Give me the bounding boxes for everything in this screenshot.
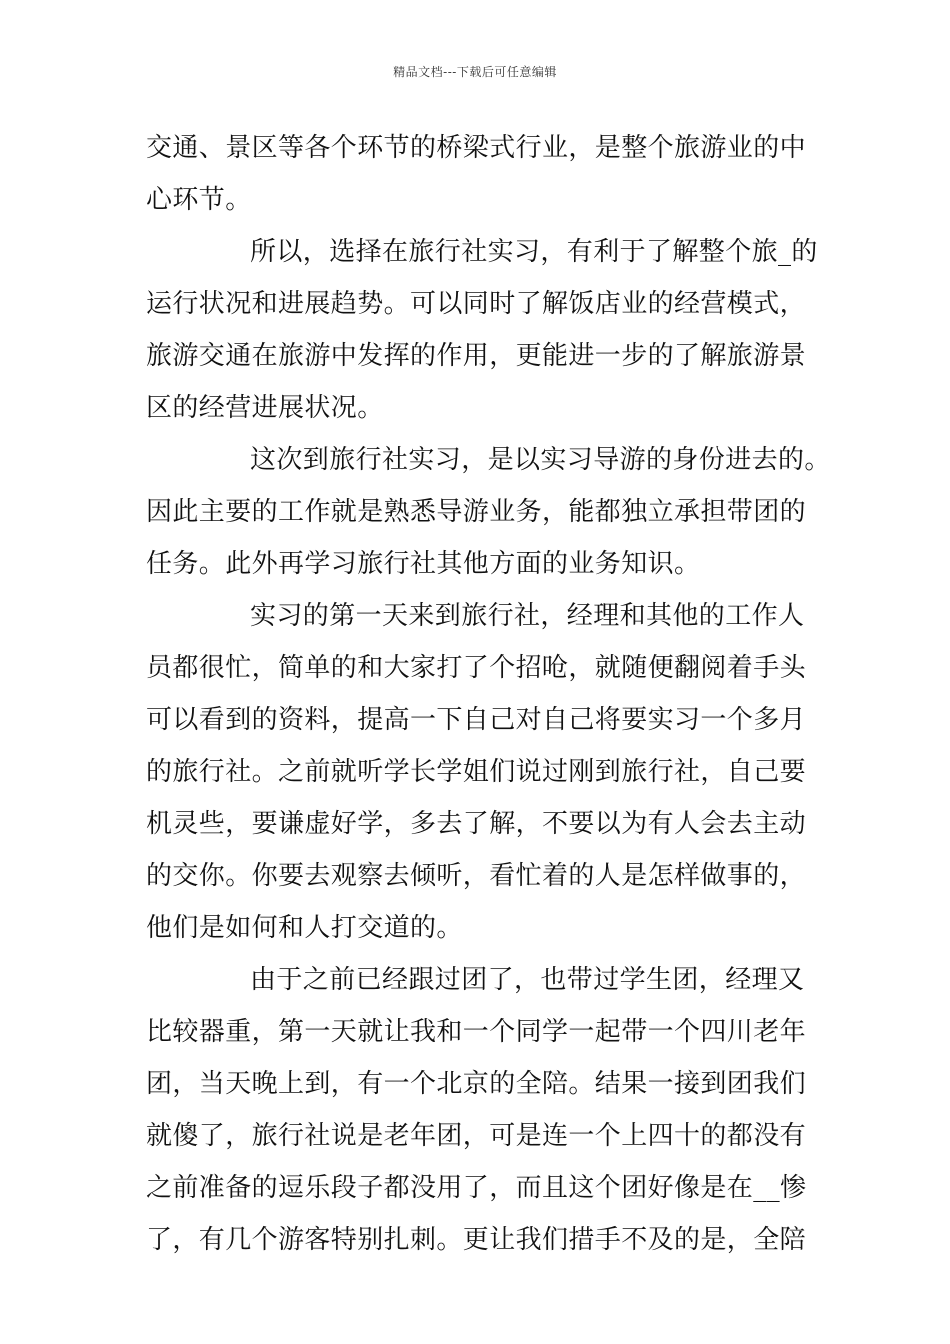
text-line: 的交你。你要去观察去倾听，看忙着的人是怎样做事的， — [146, 861, 807, 891]
text-line: 由于之前已经跟过团了，也带过学生团，经理又 — [250, 965, 805, 995]
text-line: 之前准备的逗乐段子都没用了，而且这个团好像是在__惨 — [146, 1173, 807, 1203]
page-header: 精品文档---下载后可任意编辑 — [393, 65, 557, 79]
text-line: 运行状况和进展趋势。可以同时了解饭店业的经营模式， — [146, 289, 807, 319]
text-line: 所以，选择在旅行社实习，有利于了解整个旅_的 — [250, 237, 818, 267]
text-line: 任务。此外再学习旅行社其他方面的业务知识。 — [146, 549, 701, 579]
paragraph-4 — [146, 590, 816, 954]
text-line: 交通、景区等各个环节的桥梁式行业，是整个旅游业的中 — [146, 133, 807, 163]
text-line: 心环节。 — [146, 185, 252, 215]
text-line: 比较器重，第一天就让我和一个同学一起带一个四川老年 — [146, 1017, 807, 1047]
text-line: 员都很忙，简单的和大家打了个招呛，就随便翻阅着手头 — [146, 653, 807, 683]
text-line: 实习的第一天来到旅行社，经理和其他的工作人 — [250, 601, 805, 631]
document-body — [146, 122, 831, 1266]
text-line: 他们是如何和人打交道的。 — [146, 913, 463, 943]
text-line: 旅游交通在旅游中发挥的作用，更能进一步的了解旅游景 — [146, 341, 807, 371]
text-line: 的旅行社。之前就听学长学姐们说过刚到旅行社，自己要 — [146, 757, 807, 787]
text-line: 机灵些，要谦虚好学，多去了解，不要以为有人会去主动 — [146, 809, 807, 839]
text-line: 了，有几个游客特别扎刺。更让我们措手不及的是，全陪 — [146, 1225, 807, 1255]
text-line: 可以看到的资料，提高一下自己对自己将要实习一个多月 — [146, 705, 807, 735]
paragraph-3 — [146, 434, 831, 590]
paragraph-2 — [146, 226, 816, 434]
text-line: 区的经营进展状况。 — [146, 393, 384, 423]
paragraph-1 — [146, 122, 816, 226]
text-line: 团，当天晚上到，有一个北京的全陪。结果一接到团我们 — [146, 1069, 807, 1099]
text-line: 就傻了，旅行社说是老年团，可是连一个上四十的都没有 — [146, 1121, 807, 1151]
text-line: 因此主要的工作就是熟悉导游业务，能都独立承担带团的 — [146, 497, 807, 527]
paragraph-5 — [146, 954, 816, 1266]
text-line: 这次到旅行社实习，是以实习导游的身份进去的。 — [250, 445, 831, 475]
